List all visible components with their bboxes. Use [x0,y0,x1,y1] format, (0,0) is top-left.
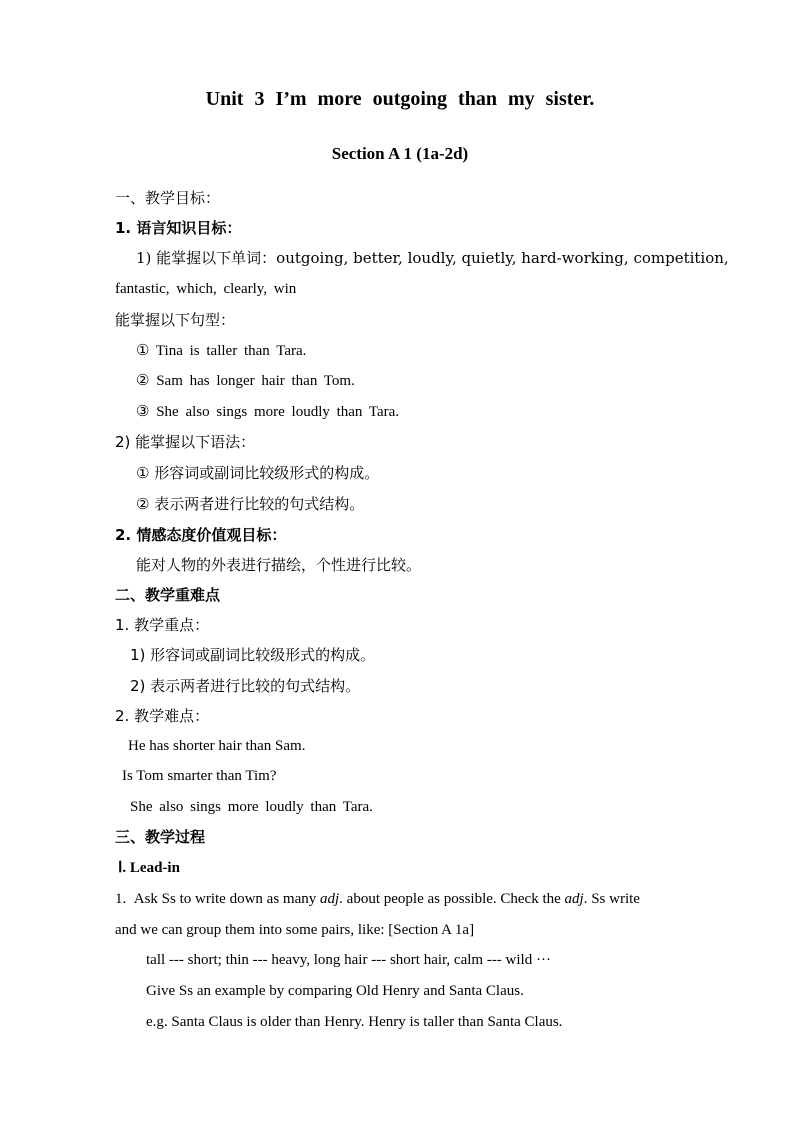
language-objectives-heading: 1. 语言知识目标： [115,219,242,237]
sentence-item: ③ She also sings more loudly than Tara. [136,404,400,420]
adjective-pairs: tall --- short; thin --- heavy, long hair --- short hair, calm --- wild ··· [146,952,551,968]
focus-item: 1) 形容词或副词比较级形式的构成。 [130,646,376,664]
grammar-item: ② 表示两者进行比较的句式结构。 [136,495,365,513]
sentence-item: ① Tina is taller than Tara. [136,343,307,359]
grammar-heading: 2) 能掌握以下语法： [115,433,256,451]
step-text: . Ss write [583,891,640,907]
adj-term: adj [564,891,584,907]
lead-in-step-1 [115,889,640,909]
step-number: 1. [115,891,127,907]
step-text: Ask Ss to write down as many [133,891,320,907]
example-sentence: e.g. Santa Claus is older than Henry. Henry is taller than Santa Claus. [146,1014,563,1030]
emotion-objectives-text: 能对人物的外表进行描绘，个性进行比较。 [136,556,422,574]
document-title: Unit 3 I’m more outgoing than my sister. [205,88,595,110]
document-subtitle: Section A 1 (1a-2d) [331,144,469,163]
emotion-objectives-heading: 2. 情感态度价值观目标： [115,526,287,544]
difficult-item: Is Tom smarter than Tim? [122,768,277,784]
lead-in-step-1-continued: and we can group them into some pairs, like: [Section A 1a] [115,922,475,938]
grammar-item: ① 形容词或副词比较级形式的构成。 [136,464,380,482]
vocabulary-line-2: fantastic, which, clearly, win [115,281,297,297]
process-heading: 三、教学过程 [115,828,206,846]
example-intro: Give Ss an example by comparing Old Henry and Santa Claus. [146,983,524,999]
adj-term: adj [320,891,340,907]
objectives-heading: 一、教学目标： [115,189,221,207]
sentence-item: ② Sam has longer hair than Tom. [136,373,355,389]
key-points-heading: 二、教学重难点 [115,586,221,604]
sentences-heading: 能掌握以下句型： [115,311,236,329]
difficult-heading: 2. 教学难点： [115,707,210,725]
focus-heading: 1. 教学重点： [115,616,210,634]
step-text: . about people as possible. Check the [339,891,565,907]
difficult-item: He has shorter hair than Sam. [128,738,306,754]
lead-in-heading: Ⅰ. Lead-in [118,860,180,876]
vocabulary-line-1: 1) 能掌握以下单词：outgoing, better, loudly, quietly, hard-working, competition, [136,249,729,267]
difficult-item: She also sings more loudly than Tara. [130,799,373,815]
focus-item: 2) 表示两者进行比较的句式结构。 [130,677,361,695]
